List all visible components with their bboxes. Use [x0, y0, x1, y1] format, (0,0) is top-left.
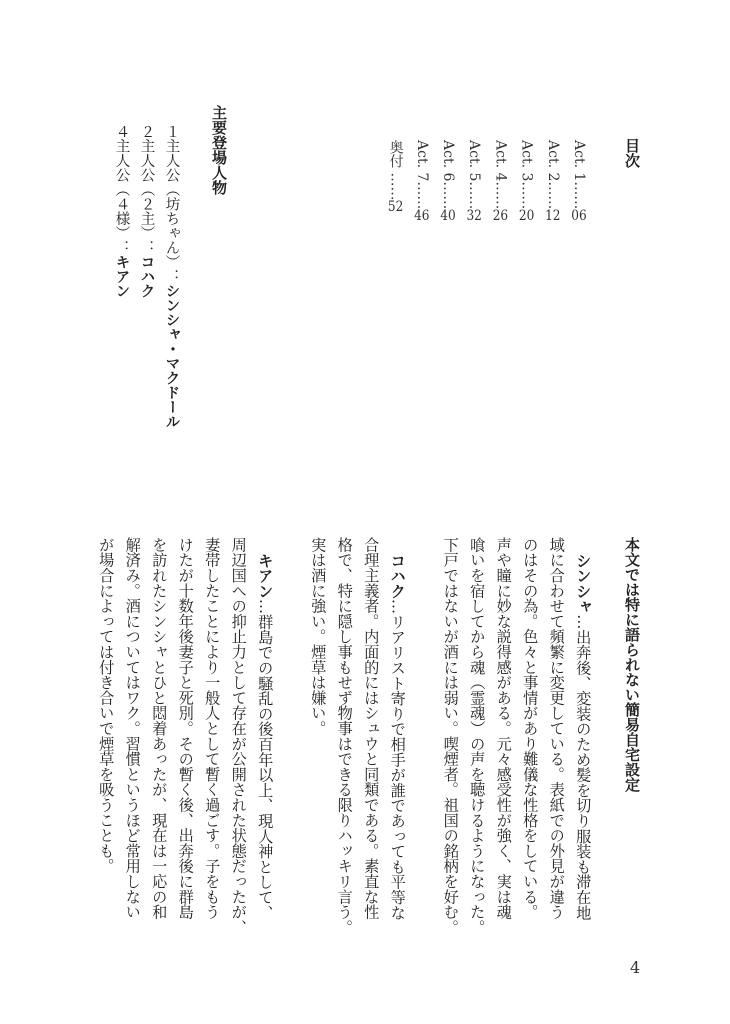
- paragraph-line: [309, 537, 328, 736]
- toc-entry: [520, 140, 534, 223]
- paragraph-line: [468, 537, 487, 935]
- paragraph-line: [178, 537, 193, 920]
- paragraph-line: [549, 537, 564, 920]
- character-role: ４主人公（４様）：: [113, 124, 130, 255]
- toc-entry-page: 32: [466, 209, 482, 224]
- toc-entry-label: 奥付 ……: [387, 140, 404, 201]
- paragraph-line: [337, 537, 352, 935]
- toc-entry: [415, 140, 429, 223]
- toc-entry-label: Act. 7……: [413, 140, 430, 210]
- character-name: シンシャ・マクドール: [163, 283, 181, 429]
- line-text: 実は酒に強い。煙草は嫌い。: [309, 537, 328, 736]
- paragraph-line: [362, 537, 381, 920]
- toc-entry-label: Act. 6……: [440, 140, 456, 210]
- toc-entry: [546, 140, 560, 223]
- toc-entry-page: 06: [571, 209, 587, 224]
- line-text: 周辺国への抑止力として存在が公開された状態だったが、: [229, 537, 248, 935]
- paragraph-line: [203, 537, 222, 920]
- character-name: コハク: [388, 553, 407, 599]
- paragraph-line: [390, 553, 405, 920]
- toc-entry: [467, 140, 481, 223]
- line-text: 喰いを宿してから魂（霊魂）の声を聴けるようになった。: [468, 537, 487, 935]
- line-text: 下戸ではないが酒には弱い。喫煙者。祖国の銘柄を好む。: [441, 537, 460, 935]
- toc-entry-page: 12: [545, 209, 561, 224]
- paragraph-line: [256, 553, 275, 921]
- settings-title: 本文では特に語られない簡易自宅設定: [623, 537, 641, 792]
- toc-entry: [493, 140, 507, 223]
- character-role: ２主人公（２主）：: [138, 124, 155, 255]
- paragraph-line: [521, 537, 540, 920]
- line-text: 解済み。酒についてはワク。習慣というほど常用しない: [123, 537, 142, 920]
- toc-entry-page: 26: [492, 209, 509, 224]
- line-text: …群島での騒乱の後百年以上、現人神として、: [256, 598, 275, 921]
- toc-entry-label: Act. 5……: [466, 140, 483, 210]
- character-name: コハク: [138, 254, 156, 298]
- line-text: 合理主義者。内面的にはシュウと同類である。素直な性: [362, 537, 381, 920]
- line-text: を訪れたシンシャとひと悶着あったが、現在は一応の和: [150, 537, 169, 920]
- paragraph-line: [574, 553, 593, 921]
- line-text: けたが十数年後妻子と死別。その暫く後、出奔後に群島: [176, 537, 195, 920]
- toc-entry-page: 52: [387, 200, 404, 215]
- character-item: [164, 124, 179, 429]
- character-name: シンシャ: [574, 553, 593, 615]
- paragraph-line: [443, 537, 458, 935]
- toc-title: 目次: [623, 138, 641, 168]
- toc-entry-page: 20: [518, 209, 535, 224]
- line-text: 格で、特に隠し事もせず物事はできる限りハッキリ言う。: [335, 537, 354, 935]
- toc-entry-page: 46: [414, 209, 430, 224]
- paragraph-line: [125, 537, 140, 920]
- character-name: キアン: [256, 553, 275, 599]
- line-text: 声や瞳に妙な説得感がある。元々感受性が強く、実は魂: [494, 537, 513, 920]
- line-text: …リアリスト寄りで相手が誰であっても平等な: [388, 598, 407, 921]
- character-item: [114, 124, 129, 298]
- characters-title: 主要登場人物: [210, 105, 228, 195]
- paragraph-line: [496, 537, 511, 920]
- line-text: …出奔後、変装のため髪を切り服装も滞在地: [574, 614, 593, 921]
- toc-entry-label: Act. 1……: [571, 140, 587, 210]
- character-item: [139, 124, 154, 298]
- toc-entry-label: Act. 2……: [544, 140, 561, 210]
- character-name: キアン: [113, 254, 131, 298]
- toc-entry-label: Act. 3……: [518, 140, 535, 210]
- toc-entry: [389, 140, 403, 214]
- toc-entry-page: 40: [440, 209, 456, 224]
- toc-entry: [441, 140, 455, 223]
- line-text: のはその為。色々と事情があり難儀な性格をしている。: [521, 537, 540, 920]
- paragraph-line: [150, 537, 169, 920]
- page-number: 4: [630, 958, 641, 977]
- line-text: が場合によっては付き合いで煙草を吸うことも。: [97, 537, 116, 874]
- character-role: １主人公（坊ちゃん）：: [163, 124, 180, 284]
- toc-entry: [572, 140, 586, 223]
- toc-entry-label: Act. 4……: [492, 140, 509, 210]
- line-text: 妻帯したことにより一般人として暫く過ごす。子をもう: [203, 537, 222, 920]
- line-text: 域に合わせて頻繁に変更している。表紙での外見が違う: [547, 537, 566, 920]
- paragraph-line: [231, 537, 246, 935]
- paragraph-line: [97, 537, 116, 874]
